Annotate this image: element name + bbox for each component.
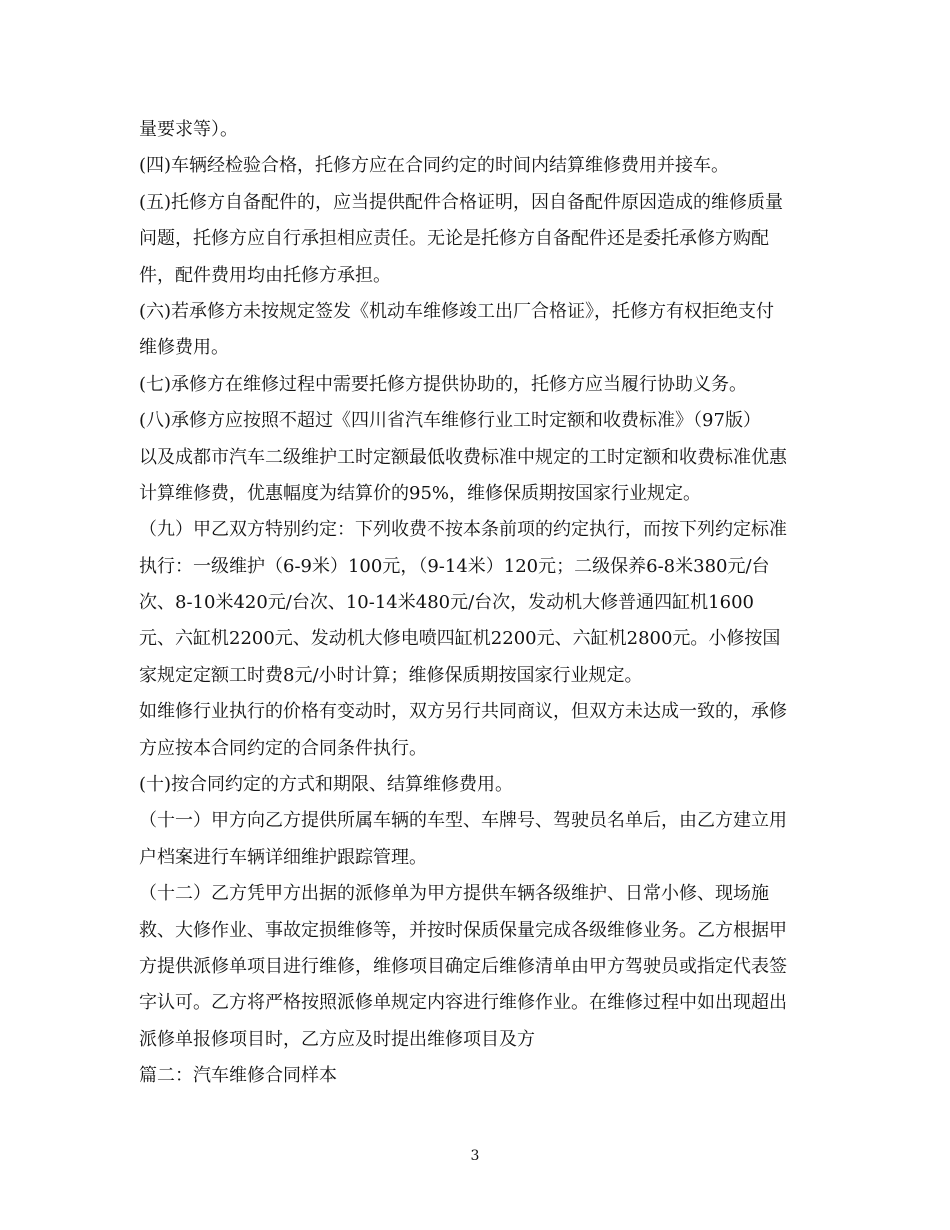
text-line: （十一）甲方向乙方提供所属车辆的车型、车牌号、驾驶员名单后，由乙方建立用 bbox=[139, 810, 787, 832]
document-body bbox=[139, 112, 817, 1095]
text-line: （九）甲乙双方特别约定：下列收费不按本条前项的约定执行，而按下列约定标准 bbox=[139, 519, 787, 541]
text-line: 救、大修作业、事故定损维修等，并按时保质保量完成各级维修业务。乙方根据甲 bbox=[139, 919, 787, 941]
paragraph bbox=[139, 694, 817, 767]
text-line: (五)托修方自备配件的，应当提供配件合格证明，因自备配件原因造成的维修质量 bbox=[139, 191, 784, 213]
text-line: 件，配件费用均由托修方承担。 bbox=[139, 264, 391, 286]
text-line: （十二）乙方凭甲方出据的派修单为甲方提供车辆各级维护、日常小修、现场施 bbox=[139, 883, 769, 905]
text-line: (八)承修方应按照不超过《四川省汽车维修行业工时定额和收费标准》（97版） bbox=[139, 410, 761, 432]
text-line: 问题，托修方应自行承担相应责任。无论是托修方自备配件还是委托承修方购配 bbox=[139, 228, 769, 250]
paragraph bbox=[139, 185, 817, 294]
text-line: (六)若承修方未按规定签发《机动车维修竣工出厂合格证》，托修方有权拒绝支付 bbox=[139, 300, 775, 322]
text-line: (七)承修方在维修过程中需要托修方提供协助的，托修方应当履行协助义务。 bbox=[139, 373, 748, 395]
paragraph bbox=[139, 876, 817, 1058]
text-line: 户档案进行车辆详细维护跟踪管理。 bbox=[139, 846, 427, 868]
text-line: 篇二：汽车维修合同样本 bbox=[139, 1065, 337, 1087]
text-line: 方应按本合同约定的合同条件执行。 bbox=[139, 737, 427, 759]
paragraph bbox=[139, 294, 817, 367]
text-line: 计算维修费，优惠幅度为结算价的95%，维修保质期按国家行业规定。 bbox=[139, 482, 702, 504]
paragraph bbox=[139, 148, 817, 184]
text-line: 元、六缸机2200元、发动机大修电喷四缸机2200元、六缸机2800元。小修按国 bbox=[139, 628, 781, 650]
text-line: 家规定定额工时费8元/小时计算；维修保质期按国家行业规定。 bbox=[139, 664, 643, 686]
text-line: (四)车辆经检验合格，托修方应在合同约定的时间内结算维修费用并接车。 bbox=[139, 155, 730, 177]
section-heading bbox=[139, 1058, 817, 1094]
paragraph bbox=[139, 403, 817, 512]
text-line: 量要求等）。 bbox=[139, 119, 238, 140]
page-number: 3 bbox=[470, 1148, 480, 1164]
text-line: 执行：一级维护（6-9米）100元，（9-14米）120元；二级保养6-8米380元/台 bbox=[139, 555, 770, 577]
paragraph bbox=[139, 512, 817, 694]
text-line: 次、8-10米420元/台次、10-14米480元/台次，发动机大修普通四缸机1600 bbox=[139, 592, 754, 614]
paragraph bbox=[139, 803, 817, 876]
paragraph bbox=[139, 767, 817, 803]
paragraph bbox=[139, 112, 817, 148]
text-line: 以及成都市汽车二级维护工时定额最低收费标准中规定的工时定额和收费标准优惠 bbox=[139, 446, 787, 468]
text-line: 如维修行业执行的价格有变动时，双方另行共同商议，但双方未达成一致的，承修 bbox=[139, 701, 787, 723]
paragraph bbox=[139, 367, 817, 403]
text-line: 派修单报修项目时，乙方应及时提出维修项目及方 bbox=[139, 1028, 535, 1050]
text-line: 维修费用。 bbox=[139, 337, 229, 359]
text-line: (十)按合同约定的方式和期限、结算维修费用。 bbox=[139, 774, 514, 796]
text-line: 字认可。乙方将严格按照派修单规定内容进行维修作业。在维修过程中如出现超出 bbox=[139, 992, 787, 1014]
text-line: 方提供派修单项目进行维修，维修项目确定后维修清单由甲方驾驶员或指定代表签 bbox=[139, 955, 787, 977]
